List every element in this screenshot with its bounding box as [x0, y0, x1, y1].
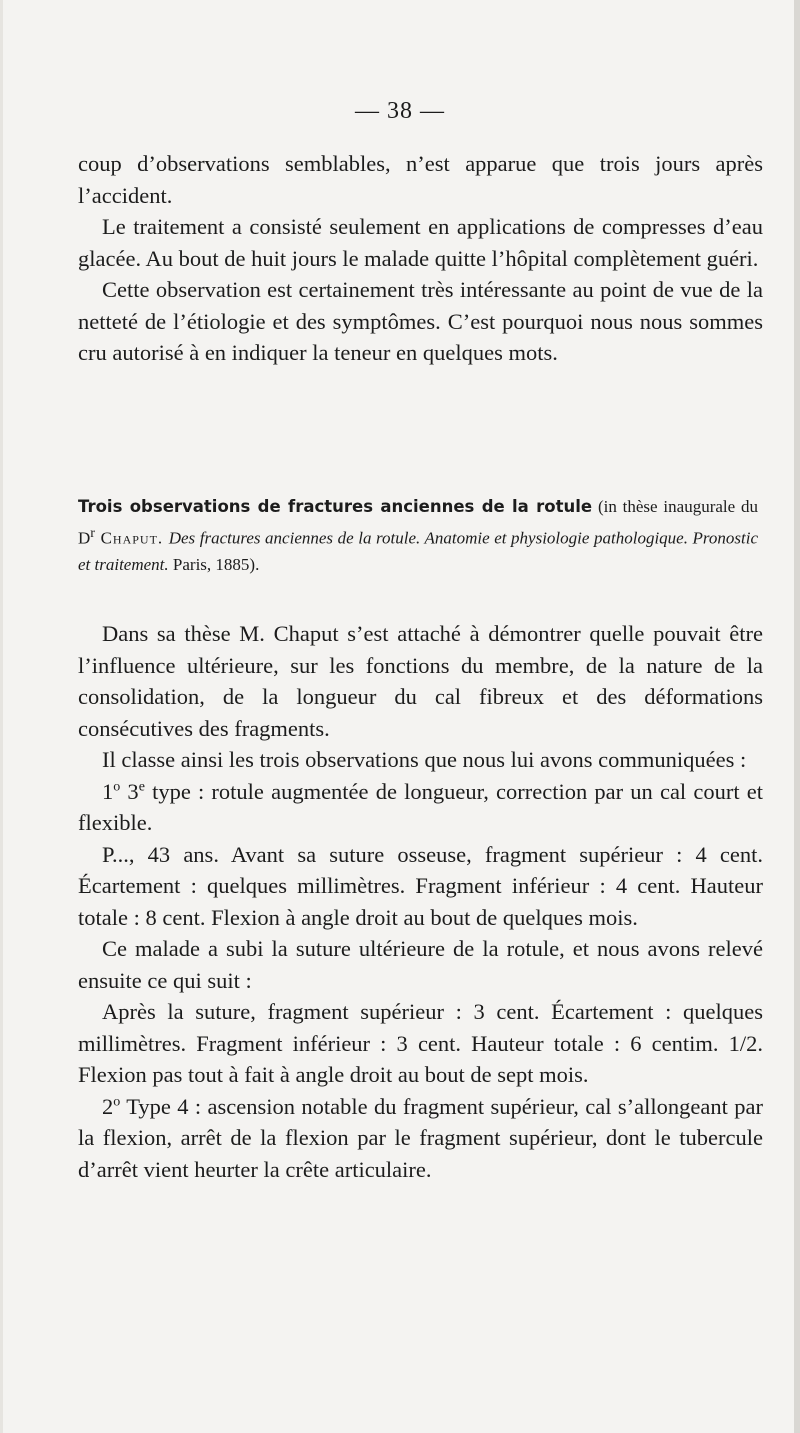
- section-heading: [78, 494, 758, 578]
- type4-num: 2: [102, 1093, 114, 1119]
- type4-ord: o: [113, 1094, 121, 1109]
- type1-ord: o: [113, 779, 121, 794]
- type1-text: type : rotule augmentée de longueur, correction par un cal court et flexible.: [78, 778, 764, 835]
- paragraph-type-4: [78, 1091, 763, 1186]
- paragraph-continuation: coup d’observations semblables, n’est apparue que trois jours après l’accident.: [78, 151, 763, 208]
- type1-num: 1: [102, 778, 114, 804]
- paragraph-type-1: [78, 776, 763, 839]
- paragraph-classification: Il classe ainsi les trois observations que nous lui avons communiquées :: [102, 747, 747, 772]
- paragraph-suture: Ce malade a subi la suture ultérieure de la rotule, et nous avons relevé ensuite ce qui suit :: [78, 936, 763, 993]
- heading-bold-title: Trois observations de fractures anciennes de la rotule: [78, 497, 593, 516]
- type1-num2: 3: [120, 778, 139, 804]
- paragraph-case-after: Après la suture, fragment supérieur : 3 cent. Écartement : quelques millimètres. Fragment inférieur : 3 cent. Hauteur totale : 6 centim. 1/2. Flexion pas tout à fait à angle droit au bout de sept mois.: [78, 999, 763, 1087]
- page-right-edge: [794, 0, 800, 1433]
- paragraph-observation: Cette observation est certainement très intéressante au point de vue de la netteté de l’étiologie et des symptômes. C’est pourquoi nous nous sommes cru autorisé à en indiquer la teneur en quelques mots.: [78, 277, 763, 365]
- type4-text: Type 4 : ascension notable du fragment supérieur, cal s’allongeant par la flexion, arrêt de la flexion par le fragment supérieur, dont le tubercule d’arrêt vient heurter la crête articulaire.: [78, 1093, 763, 1182]
- heading-pre: (in thèse inaugurale du D: [78, 497, 759, 548]
- top-text-block: [78, 148, 763, 369]
- heading-thesis-title: Des fractures anciennes de la rotule. Anatomie et physiologie pathologique. Pronostic et traitement.: [78, 528, 759, 574]
- heading-tail: Paris, 1885).: [168, 554, 260, 574]
- bottom-text-block: [78, 618, 763, 1185]
- heading-author: Chaput.: [95, 528, 169, 548]
- page-left-edge: [0, 0, 3, 1433]
- paragraph-case-before: P..., 43 ans. Avant sa suture osseuse, fragment supérieur : 4 cent. Écartement : quelques millimètres. Fragment inférieur : 4 cent. Hauteur totale : 8 cent. Flexion à angle droit au bout de quelques mois.: [78, 841, 763, 930]
- page-number: — 38 —: [355, 98, 445, 124]
- paragraph-thesis: Dans sa thèse M. Chaput s’est attaché à démontrer quelle pouvait être l’influence ultérieure, sur les fonctions du membre, de la nature de la consolidation, de la longueur du cal fibreux et des déformations consécutives des fragments.: [78, 621, 763, 741]
- type1-ord2: e: [138, 779, 145, 794]
- heading-dr-sup: r: [90, 525, 95, 541]
- paragraph-treatment: Le traitement a consisté seulement en applications de compresses d’eau glacée. Au bout de huit jours le malade quitte l’hôpital complètement guéri.: [78, 214, 763, 271]
